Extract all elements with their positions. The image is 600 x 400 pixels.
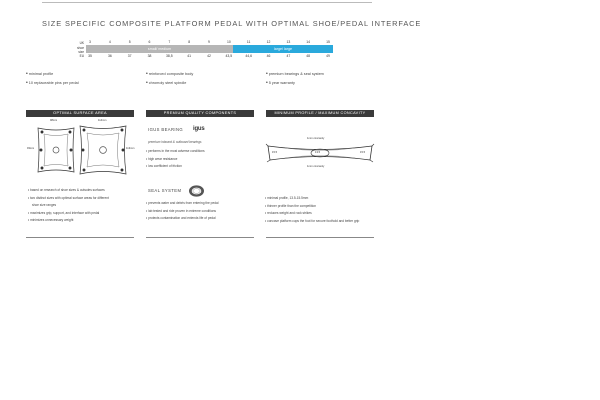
uk-size-value: 14 — [306, 40, 311, 44]
header-premium-quality-components: PREMIUM QUALITY COMPONENTS — [146, 110, 254, 117]
row-label-shoe-size: shoe size — [77, 46, 84, 54]
size-bar-large-label: large/ large — [274, 47, 292, 51]
size-bar-small-medium-label: small/ medium — [147, 47, 172, 51]
profile-right-height: 15.5 — [360, 151, 366, 154]
size-bar-large — [233, 45, 333, 53]
eu-size-value: 37 — [127, 54, 132, 58]
uk-size-value: 11 — [246, 40, 251, 44]
bullet-dot: • — [146, 80, 148, 86]
dim-top-left: 98mm — [50, 119, 58, 122]
profile-bullet: •thinner profile than the competition — [265, 203, 317, 208]
bullet-dot: • — [28, 210, 30, 215]
feature-text: 10 replaceable pins per pedal — [28, 81, 79, 85]
uk-size-value: 12 — [266, 40, 271, 44]
bearing-bullet: •performs in the most adverse conditions — [146, 149, 205, 153]
bearing-bullets — [146, 148, 205, 171]
bearing-subtitle: premium inboard & outboard bearings — [148, 140, 202, 144]
surface-bullets — [28, 187, 109, 225]
eu-size-value: 38 — [147, 54, 152, 58]
uk-size-value: 15 — [326, 40, 330, 44]
concavity-top-label: 1mm concavity — [307, 137, 325, 140]
feature-list-1 — [26, 70, 79, 88]
bottom-rule-3 — [266, 237, 374, 238]
eu-size-value: 46 — [266, 54, 271, 58]
eu-size-value: 44,6 — [245, 54, 252, 58]
pedal-large-outline — [80, 126, 126, 174]
size-bar-small-medium — [86, 45, 233, 53]
uk-size-value: 5 — [128, 40, 131, 44]
uk-size-value: 10 — [226, 40, 231, 44]
header-minimum-profile: MINIMUM PROFILE / MAXIMUM CONCAVITY — [266, 110, 374, 117]
bearing-bullet: •low coefficient of friction — [146, 164, 182, 169]
uk-size-value: 13 — [286, 40, 291, 44]
surface-bullet: •maximizes grip, support, and interface with pedal — [28, 210, 100, 215]
feature-list-2 — [146, 70, 193, 88]
eu-size-value: 49 — [326, 54, 330, 58]
eu-size-value: 47 — [286, 54, 291, 58]
feature-list-3 — [266, 70, 324, 88]
seal-bullets — [146, 200, 218, 223]
bottom-rule-2 — [146, 237, 254, 238]
seal-ring-icon — [188, 184, 205, 198]
feature-item — [146, 79, 193, 88]
concavity-bottom-label: 1mm concavity — [307, 165, 325, 168]
bearing-bullet: •high wear resistance — [146, 156, 178, 161]
eu-size-value: 38,5 — [166, 54, 173, 58]
surface-bullet: •based on research of shoe sizes & outsoles surfaces — [28, 188, 105, 192]
bullet-dot: • — [146, 208, 148, 213]
profile-bullet: •minimal profile, 13.5-15.5mm — [265, 196, 309, 200]
uk-size-value: 8 — [188, 40, 191, 44]
eu-size-value: 42 — [207, 54, 211, 58]
page-title: SIZE SPECIFIC COMPOSITE PLATFORM PEDAL WITH OPTIMAL SHOE/PEDAL INTERFACE — [42, 19, 422, 28]
surface-bullet: •minimizes unnecessary weight — [28, 218, 74, 223]
bullet-dot: • — [146, 149, 148, 153]
eu-size-value: 48 — [306, 54, 311, 58]
uk-size-value: 9 — [208, 40, 210, 44]
igus-logo: igus — [193, 126, 205, 132]
bullet-dot: • — [28, 195, 30, 200]
bullet-dot: • — [265, 196, 267, 200]
bullet-dot: • — [28, 218, 30, 223]
size-chart — [72, 40, 334, 60]
igus-bearing-title: IGUS BEARING — [148, 127, 184, 132]
seal-system-title: SEAL SYSTEM — [148, 188, 182, 193]
bullet-dot: • — [146, 216, 148, 221]
bullet-dot: • — [146, 164, 148, 169]
bullet-dot: • — [265, 211, 267, 216]
surface-bullet-continued: shoe size ranges — [32, 203, 57, 208]
eu-size-value: 36 — [107, 54, 112, 58]
feature-text: reinforced composite body — [148, 72, 194, 76]
profile-bullets — [265, 195, 359, 225]
uk-size-value: 6 — [148, 40, 151, 44]
bullet-dot: • — [146, 156, 148, 161]
feature-item — [146, 70, 193, 79]
profile-center-height: 13.5 — [315, 151, 321, 154]
row-label-uk: UK — [79, 41, 84, 45]
bullet-dot: • — [28, 188, 30, 192]
eu-size-value: 41 — [187, 54, 192, 58]
row-label-eu: EU — [79, 54, 84, 58]
feature-text: premium bearings & seal system — [268, 72, 324, 76]
bullet-dot: • — [26, 80, 28, 86]
header-optimal-surface-area: OPTIMAL SURFACE AREA — [26, 110, 134, 117]
dim-top-right: 114mm — [98, 119, 107, 122]
eu-size-value: 35 — [88, 54, 92, 58]
top-rule — [42, 2, 372, 3]
profile-bullet: •reduces weight and rock strikes — [265, 211, 312, 216]
pedal-small-outline — [38, 128, 74, 172]
uk-size-value: 4 — [108, 40, 111, 44]
profile-left-height: 15.5 — [272, 151, 278, 154]
feature-item — [26, 79, 79, 88]
bullet-dot: • — [146, 201, 148, 205]
dim-side-right: 113mm — [126, 147, 135, 150]
surface-bullet: •two distinct sizes with optimal surface areas for different — [28, 195, 109, 200]
pedal-top-view-illustration — [34, 124, 130, 176]
bullet-dot: • — [26, 71, 28, 77]
feature-text: chromoly steel spindle — [148, 81, 187, 85]
feature-text: 5 year warranty — [268, 81, 295, 85]
bullet-dot: • — [265, 203, 267, 208]
profile-bullet: •concave platform cups the foot for secure foothold and better grip — [265, 218, 360, 223]
bullet-dot: • — [265, 218, 267, 223]
uk-size-value: 7 — [168, 40, 171, 44]
seal-bullet: •protects contamination and extends life of pedal — [146, 216, 216, 221]
feature-item — [26, 70, 79, 79]
bullet-dot: • — [266, 71, 268, 77]
dim-side-left: 93mm — [27, 147, 35, 150]
bullet-dot: • — [146, 71, 148, 77]
feature-item — [266, 70, 324, 79]
feature-item — [266, 79, 324, 88]
feature-text: minimal profile — [28, 72, 54, 76]
bullet-dot: • — [266, 80, 268, 86]
uk-size-value: 3 — [89, 40, 91, 44]
eu-size-value: 43,5 — [225, 54, 233, 58]
seal-bullet: •lab tested and ride proven in extreme conditions — [146, 208, 216, 213]
seal-bullet: •prevents water and debris from entering the pedal — [146, 201, 219, 205]
bottom-rule-1 — [26, 237, 134, 238]
